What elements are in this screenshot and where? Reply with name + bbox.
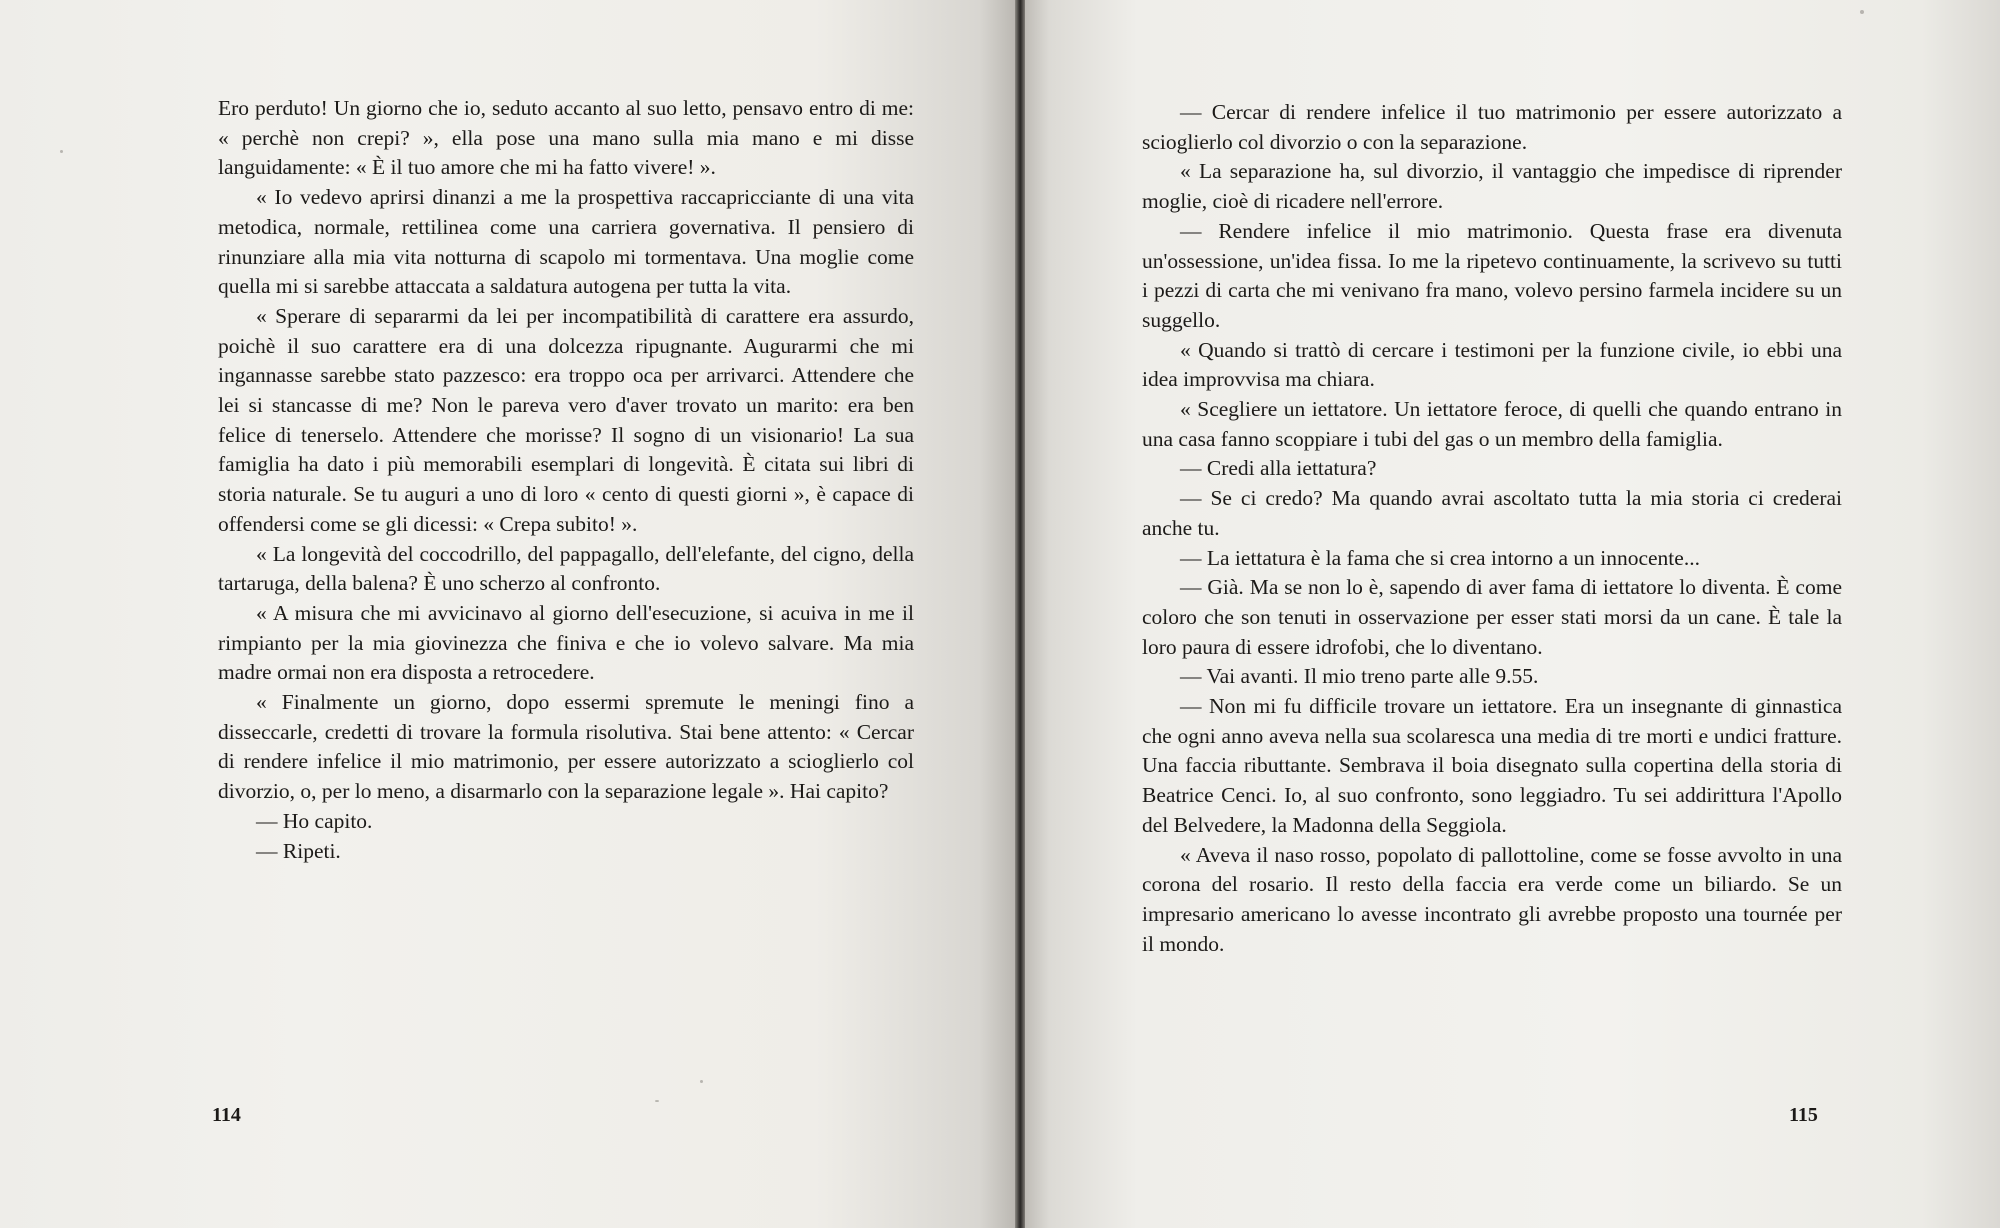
page-number: 114 — [212, 1104, 241, 1126]
paragraph: — Rendere infelice il mio matrimonio. Questa frase era divenuta un'ossessione, un'idea fissa. Io me la ripetevo continuamente, la scrivevo su tutti i pezzi di carta che mi venivano fra mano, volevo persino farmela incidere su un suggello. — [1142, 218, 1842, 332]
paragraph: — Già. Ma se non lo è, sapendo di aver fama di iettatore lo diventa. È come coloro che son tenuti in osservazione per esser stati morsi da un cane. È tale la loro paura di essere idrofobi, che lo diventano. — [1142, 575, 1842, 659]
paragraph: « Scegliere un iettatore. Un iettatore feroce, di quelli che quando entrano in una casa fanno scoppiare i tubi del gas o un membro della famiglia. — [1142, 397, 1842, 451]
paper-speck — [655, 1100, 659, 1102]
paragraph: — Non mi fu difficile trovare un iettatore. Era un insegnante di ginnastica che ogni anno aveva nella sua scolaresca una media di tre morti e undici fratture. Una faccia ributtante. Sembrava il boia disegnato sulla copertina della storia di Beatrice Cenci. Io, al suo confronto, sono leggiadro. Tu sei addirittura l'Apollo del Belvedere, la Madonna della Seggiola. — [1142, 694, 1842, 837]
paragraph: « La separazione ha, sul divorzio, il vantaggio che impedisce di riprender moglie, cioè di ricadere nell'errore. — [1142, 159, 1842, 214]
paper-speck — [700, 1080, 703, 1083]
paragraph: « Finalmente un giorno, dopo essermi spremute le meningi fino a disseccarle, credetti di trovare la formula risolutiva. Stai bene attento: « Cercar di rendere infelice il mio matrimonio, per essere autorizzato a scioglierlo col divorzio, o, per lo meno, a disarmarlo con la separazione legale ». Hai capito? — [218, 690, 914, 804]
paragraph: « Aveva il naso rosso, popolato di pallottoline, come se fosse avvolto in una corona del rosario. Il resto della faccia era verde come un biliardo. Se un impresario americano lo avesse incontrato gli avrebbe proposto una tournée per il mondo. — [1142, 842, 1842, 956]
paragraph: — Ho capito. — [256, 808, 373, 833]
book-gutter — [1015, 0, 1025, 1228]
paragraph: — Credi alla iettatura? — [1180, 456, 1377, 481]
paragraph: « Quando si trattò di cercare i testimoni per la funzione civile, io ebbi una idea improvvisa ma chiara. — [1142, 337, 1842, 392]
paragraph: Ero perduto! Un giorno che io, seduto accanto al suo letto, pensavo entro di me: « perchè non crepi? », ella pose una mano sulla mia mano e mi disse languidamente: « È il tuo amore che mi ha fatto vivere! ». — [218, 96, 914, 180]
paper-speck — [60, 150, 63, 153]
paragraph: — Ripeti. — [256, 838, 341, 863]
paragraph: — Vai avanti. Il mio treno parte alle 9.55. — [1180, 664, 1539, 689]
left-page-text — [218, 94, 914, 866]
paper-speck — [1860, 10, 1864, 14]
paragraph: — La iettatura è la fama che si crea intorno a un innocente... — [1180, 545, 1700, 570]
paragraph: — Se ci credo? Ma quando avrai ascoltato tutta la mia storia ci crederai anche tu. — [1142, 486, 1842, 540]
paragraph: « Sperare di separarmi da lei per incompatibilità di carattere era assurdo, poichè il suo carattere era di una dolcezza ripugnante. Augurarmi che mi ingannasse sarebbe stato pazzesco: era troppo oca per arrivarci. Attendere che lei si stancasse di me? Non le pareva vero d'aver trovato un marito: era ben felice di tenerselo. Attendere che morisse? Il sogno di un visionario! La sua famiglia ha dato i più memorabili esemplari di longevità. È citata sui libri di storia naturale. Se tu auguri a uno di loro « cento di questi giorni », è capace di offendersi come se gli dicessi: « Crepa subito! ». — [218, 303, 914, 536]
right-page-text — [1142, 98, 1842, 959]
paragraph: « Io vedevo aprirsi dinanzi a me la prospettiva raccapricciante di una vita metodica, normale, rettilinea come una carriera governativa. Il pensiero di rinunziare alla mia vita notturna di scapolo mi tormentava. Una moglie come quella mi si sarebbe attaccata a saldatura autogena per tutta la vita. — [218, 185, 914, 299]
paragraph: « A misura che mi avvicinavo al giorno dell'esecuzione, si acuiva in me il rimpianto per la mia giovinezza che finiva e che io volevo salvare. Ma mia madre ormai non era disposta a retrocedere. — [218, 600, 914, 685]
right-page — [1020, 0, 2000, 1228]
paragraph: — Cercar di rendere infelice il tuo matrimonio per essere autorizzato a scioglierlo col divorzio o con la separazione. — [1142, 100, 1842, 154]
page-number: 115 — [1789, 1104, 1818, 1126]
paragraph: « La longevità del coccodrillo, del pappagallo, dell'elefante, del cigno, della tartaruga, della balena? È uno scherzo al confronto. — [218, 541, 914, 596]
